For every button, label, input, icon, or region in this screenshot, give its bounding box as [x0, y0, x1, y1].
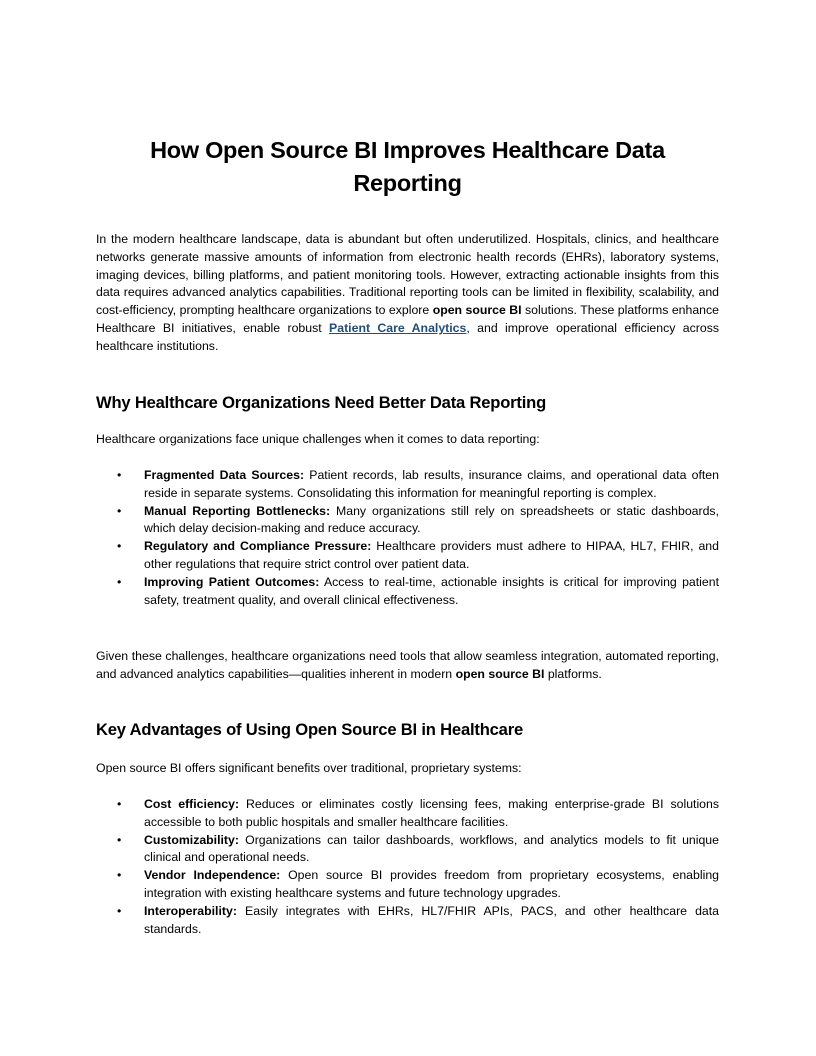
list-item-text: Patient records, lab results, insurance claims, and operational data often reside in separate systems. Consolidating this information for meaningful reporting is complex.	[144, 468, 719, 500]
list-item-text: Access to real-time, actionable insights is critical for improving patient safety, treatment quality, and overall clinical effectiveness.	[144, 574, 720, 607]
list-item-text: Organizations can tailor dashboards, workflows, and analytics models to fit unique clinical and operational needs.	[144, 832, 719, 865]
list-item-text: Healthcare providers must adhere to HIPAA, HL7, FHIR, and other regulations that require strict control over patient data.	[144, 539, 719, 571]
closing-text-1: Given these challenges, healthcare organizations need tools that allow seamless integration, automated reporting, and advanced analytics capabilities—qualities inherent in modern	[96, 649, 719, 681]
section1-lead: Healthcare organizations face unique challenges when it comes to data reporting:	[96, 432, 540, 446]
list-item	[96, 903, 719, 939]
bullet-icon: •	[117, 868, 122, 883]
list-item-text: Open source BI provides freedom from proprietary ecosystems, enabling integration with existing healthcare systems and future technology upgrades.	[144, 868, 720, 900]
list-item	[96, 574, 719, 610]
closing-text-2: platforms.	[544, 666, 602, 681]
section2-lead: Open source BI offers significant benefits over traditional, proprietary systems:	[96, 761, 522, 775]
list-item-label: Improving Patient Outcomes:	[144, 574, 320, 589]
bullet-icon: •	[117, 539, 122, 554]
list-item	[96, 538, 719, 574]
section2-heading: Key Advantages of Using Open Source BI in Healthcare	[96, 720, 523, 739]
list-item-label: Manual Reporting Bottlenecks:	[144, 503, 331, 518]
list-item-text: Reduces or eliminates costly licensing fees, making enterprise-grade BI solutions accessible to both public hospitals and smaller healthcare facilities.	[144, 797, 720, 829]
closing-bold-keyword: open source BI	[455, 666, 545, 681]
list-item-label: Customizability:	[144, 832, 239, 847]
list-item	[96, 867, 719, 903]
list-item-text: Many organizations still rely on spreadsheets or static dashboards, which delay decision-making and reduce accuracy.	[144, 503, 719, 536]
section1-heading: Why Healthcare Organizations Need Better Data Reporting	[96, 393, 547, 412]
bullet-icon: •	[117, 503, 122, 518]
list-item-label: Regulatory and Compliance Pressure:	[144, 539, 372, 554]
intro-bold-keyword: open source BI	[432, 303, 522, 318]
bullet-icon: •	[117, 797, 122, 811]
intro-text-3: , and improve operational efficiency across healthcare institutions.	[96, 320, 719, 353]
list-item	[96, 832, 719, 868]
intro-paragraph	[96, 231, 719, 356]
intro-text-2: solutions. These platforms enhance Healthcare BI initiatives, enable robust	[96, 303, 719, 335]
list-item-label: Fragmented Data Sources:	[144, 468, 305, 482]
list-item	[96, 503, 719, 539]
list-item-label: Cost efficiency:	[144, 797, 240, 811]
section2-list	[96, 796, 719, 938]
list-item	[96, 796, 719, 832]
bullet-icon: •	[117, 903, 122, 918]
page-title: How Open Source BI Improves Healthcare Data Reporting	[150, 137, 665, 196]
list-item-text: Easily integrates with EHRs, HL7/FHIR APIs, PACS, and other healthcare data standards.	[144, 903, 719, 936]
intro-text-1: In the modern healthcare landscape, data is abundant but often underutilized. Hospitals, clinics, and healthcare networks generate massive amounts of information from electronic health records (EHRs), laboratory systems, imaging devices, billing platforms, and patient monitoring tools. However, extracting actionable insights from this data requires advanced analytics capabilities. Traditional reporting tools can be limited in flexibility, scalability, and cost-efficiency, prompting healthcare organizations to explore	[96, 232, 719, 318]
list-item	[96, 467, 719, 503]
section1-closing	[96, 648, 719, 684]
patient-care-analytics-link[interactable]: Patient Care Analytics	[329, 320, 467, 335]
list-item-label: Interoperability:	[144, 903, 237, 918]
list-item-label: Vendor Independence:	[144, 868, 281, 883]
bullet-icon: •	[117, 832, 122, 847]
bullet-icon: •	[117, 468, 122, 482]
section1-list	[96, 467, 719, 609]
bullet-icon: •	[117, 574, 122, 589]
